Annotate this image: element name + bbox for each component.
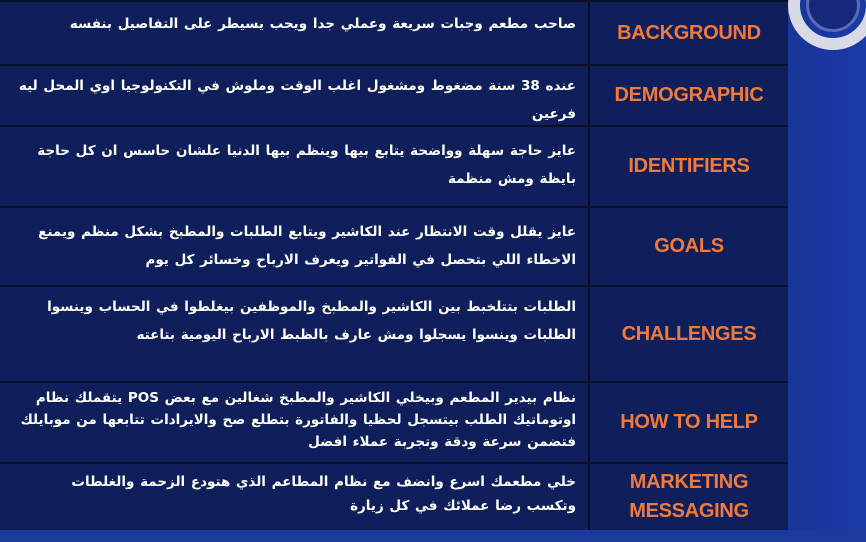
table-row: [0, 2, 788, 66]
challenges-text: الطلبات بتتلخبط بين الكاشير والمطبخ والموظفين بيغلطوا في الحساب وينسوا الطلبات وينسوا يسجلوا ومش عارف بالظبط الارباح اليومية بتاعته: [47, 299, 576, 343]
table-row: [0, 464, 788, 530]
marketing-messaging-label: MARKETING MESSAGING: [588, 464, 788, 530]
table-row: [0, 208, 788, 287]
table-row: [0, 287, 788, 383]
how-to-help-text: نظام بيدير المطعم وبيخلي الكاشير والمطبخ شغالين مع بعض POS يتقملك نظام اوتوماتيك الطلب بيتسجل لحظيا والفاتورة بتطلع صح والايرادات تتابعها من موبايلك فتضمن سرعة ودقة وتجربة عملاء افضل: [20, 390, 576, 450]
marketing-messaging-text: خلي مطعمك اسرع وانضف مع نظام المطاعم الذي هتودع الزحمة والغلطات وتكسب رضا عملائك في كل زيارة: [71, 474, 576, 514]
demographic-text: عنده 38 سنة مضغوط ومشغول اغلب الوقت وملوش في التكنولوجيا اوي المحل ليه فرعين: [18, 78, 576, 122]
bottom-strip: [0, 530, 866, 542]
identifiers-label: IDENTIFIERS: [588, 127, 788, 206]
challenges-label: CHALLENGES: [588, 287, 788, 381]
demographic-label: DEMOGRAPHIC: [588, 66, 788, 125]
background-text: صاحب مطعم وجبات سريعة وعملي جدا ويحب يسيطر على التفاصيل بنفسه: [69, 16, 576, 32]
table-row: [0, 66, 788, 127]
goals-text: عايز يقلل وقت الانتظار عند الكاشير ويتابع الطلبات والمطبخ بشكل منظم ويمنع الاخطاء اللي بتحصل في الفواتير ويعرف الارباح وخسائر كل يوم: [38, 224, 576, 268]
goals-label: GOALS: [588, 208, 788, 285]
background-label: BACKGROUND: [588, 2, 788, 64]
table-row: [0, 127, 788, 208]
how-to-help-label: HOW TO HELP: [588, 383, 788, 462]
identifiers-text: عايز حاجة سهلة وواضحة يتابع بيها وينظم بيها الدنيا علشان حاسس ان كل حاجة بايظة ومش منظمة: [37, 143, 576, 187]
table-row: [0, 383, 788, 464]
